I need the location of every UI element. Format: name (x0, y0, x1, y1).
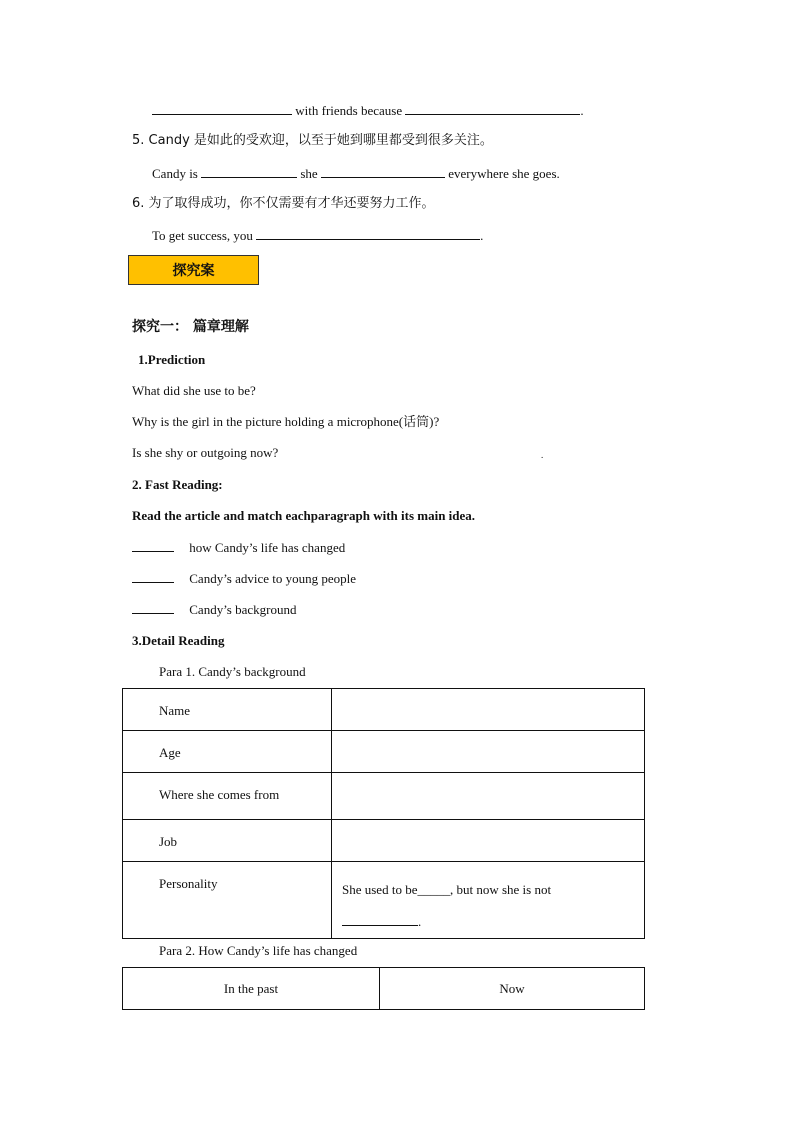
table-row (123, 731, 645, 773)
table-row (123, 968, 645, 1010)
answer-blank[interactable] (132, 538, 174, 552)
match-item: Candy’s advice to young people (132, 569, 356, 588)
answer-blank[interactable] (342, 912, 418, 926)
question-5-zh: 5. Candy 是如此的受欢迎，以至于她到哪里都受到很多关注。 (132, 133, 493, 148)
table-header-cell: Now (380, 968, 645, 1010)
answer-cell[interactable] (332, 862, 645, 939)
para2-table (122, 967, 645, 1010)
table-cell: Personality (123, 862, 332, 939)
table-row (123, 862, 645, 939)
answer-blank[interactable] (201, 164, 297, 178)
table-row (123, 773, 645, 820)
table-cell: Age (123, 731, 332, 773)
question-6-en: To get success, you . (152, 228, 484, 243)
prediction-question-3: Is she shy or outgoing now? (132, 445, 279, 460)
para1-table (122, 688, 645, 939)
answer-cell[interactable] (332, 773, 645, 820)
answer-blank[interactable] (405, 101, 580, 115)
answer-blank[interactable] (321, 164, 445, 178)
table-cell: Name (123, 689, 332, 731)
fast-reading-instruction: Read the article and match eachparagraph with its main idea. (132, 508, 476, 523)
answer-blank[interactable] (132, 569, 174, 583)
section-heading-box: 探究案 (128, 255, 259, 285)
answer-cell[interactable] (332, 689, 645, 731)
line-text: with friends because (295, 103, 403, 118)
question-6-zh: 6. 为了取得成功，你不仅需要有才华还要努力工作。 (132, 196, 435, 211)
fast-reading-title: 2. Fast Reading: (132, 477, 223, 492)
prediction-title: 1.Prediction (138, 352, 206, 367)
para2-label: Para 2. How Candy’s life has changed (159, 943, 358, 958)
table-cell: Where she comes from (123, 773, 332, 820)
answer-cell[interactable] (332, 820, 645, 862)
table-cell: Job (123, 820, 332, 862)
answer-blank[interactable] (256, 226, 480, 240)
personality-answer: She used to be_____, but now she is not . (342, 882, 552, 929)
question-5-en: Candy is she everywhere she goes. (152, 166, 560, 181)
answer-cell[interactable] (332, 731, 645, 773)
table-row (123, 689, 645, 731)
answer-blank[interactable] (152, 101, 292, 115)
table-row (123, 820, 645, 862)
para1-label: Para 1. Candy’s background (159, 664, 306, 679)
detail-reading-title: 3.Detail Reading (132, 633, 225, 648)
stray-dot: . (541, 450, 544, 460)
explore-title: 探究一： 篇章理解 (132, 319, 249, 335)
answer-blank[interactable] (132, 600, 174, 614)
match-item: Candy’s background (132, 600, 296, 619)
prediction-question-2: Why is the girl in the picture holding a microphone(话筒)? (132, 414, 440, 429)
prediction-question-1: What did she use to be? (132, 383, 256, 398)
exercise-line-4: with friends because . (152, 101, 584, 120)
match-item: how Candy’s life has changed (132, 538, 345, 557)
table-header-cell: In the past (123, 968, 380, 1010)
